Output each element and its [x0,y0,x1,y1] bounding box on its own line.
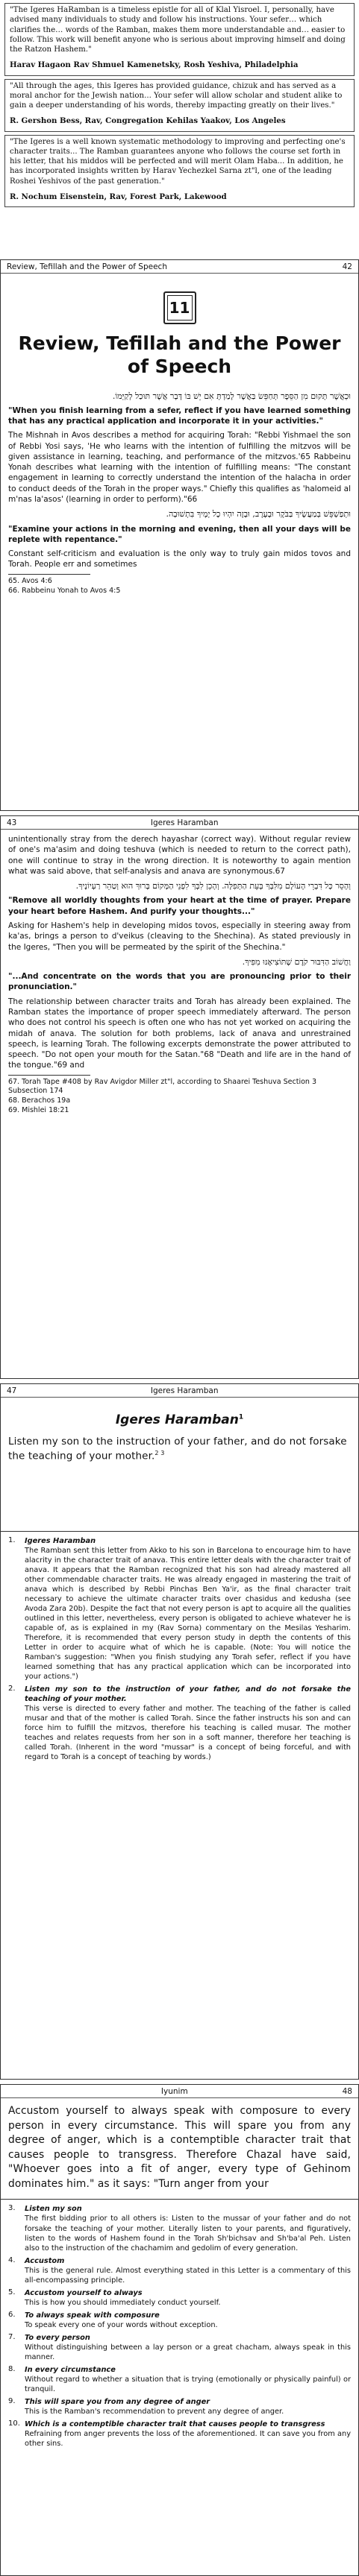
body-paragraph: Constant self-criticism and evaluation is the only way to truly gain midos tovos and Torah. People err and sometimes [8,549,351,569]
page-number: 43 [7,818,17,827]
commentary-text: This is the Ramban's recommendation to prevent any degree of anger. [25,2407,284,2416]
running-head-title: Review, Tefillah and the Power of Speech [7,262,167,271]
commentary-heading: Igeres Haramban [25,1536,96,1545]
commentary-heading: In every circumstance [25,2365,116,2374]
endorsement-attribution: Harav Hagaon Rav Shmuel Kamenetsky, Rosh Yeshiva, Philadelphia [10,60,299,70]
body-paragraph: Asking for Hashem's help in developing midos tovos, especially in steering away from ka'as, brings a person to d'veikus (cleaving to the Shechina). As stated previously in the Igeres, "Then you will be permeated by the spirit of the Shechina." [8,921,351,952]
commentary-item [8,2288,351,2308]
endorsement-text: "The Igeres is a well known systematic methodology to improving and perfecting one's character traits... The Ramban guarantees anyone who follows the course set forth in his letter, that his middos will be perfected and will merit Olam Haba... In addition, he has incorporated insights written by Harav Yechezkel Sarna zt"l, one of the leading Roshei Yeshivos of the past generation." [10,137,346,186]
translation-quote: "Remove all worldly thoughts from your heart at the time of prayer. Prepare your heart before Hashem. And purify your thoughts..." [8,896,351,916]
endorsement-1 [4,3,355,76]
page-title [1,1412,358,1427]
commentary-text: Without regard to whether a situation that is trying (emotionally or physically painful) or tranquil. [25,2375,351,2393]
footnote-divider [8,574,90,575]
commentary-item [8,2256,351,2285]
footnote: 69. Mishlei 18:21 [8,1106,69,1114]
endorsement-attribution: R. Nochum Eisenstein, Rav, Forest Park, Lakewood [10,192,227,201]
commentary-text: This verse is directed to every father and mother. The teaching of the father is called musar and that of the mother is called Torah. Since the father instructs his son and can force him to fulfill the mitzvos, therefore his teaching is called musar. The mother teaches and relates requests from her son in a soft manner, therefore her teaching is called Torah. (Inherent in the word "mussar" is a concept of being forceful, and with regard to Torah is a concept of teaching by words.) [25,1705,351,1762]
commentary-item [8,1536,351,1682]
running-head-title: Igeres Haramban [150,818,219,827]
commentary-item [8,2419,351,2449]
commentary-text: Refraining from anger prevents the loss of the aforementioned. It can save you from any other sins. [25,2429,351,2448]
page-42 [0,259,359,811]
translation-quote: "When you finish learning from a sefer, reflect if you have learned something that has any practical application and incorporate it in your activities." [8,405,351,426]
commentary-text: To speak every one of your words without exception. [25,2320,218,2329]
commentary-heading: Listen my son to the instruction of your father, and do not forsake the teaching of your mother. [25,1685,351,1704]
footnote-marker: 2 3 [154,1450,165,1457]
commentary-number: 4. [8,2255,16,2264]
translation-quote: "Examine your actions in the morning and evening, then all your days will be replete with repentance." [8,524,351,544]
commentary-number: 7. [8,2332,16,2341]
page-48 [0,2084,359,2576]
footnote: 68. Berachos 19a [8,1096,71,1105]
translation-quote: "...And concentrate on the words that you are pronouncing prior to their pronunciation." [8,972,351,992]
commentary-heading: Accustom [25,2256,65,2265]
body-paragraph: The relationship between character traits and Torah has already been explained. The Ramban states the importance of proper speech immediately afterward. The person who does not control his speech is often one who has not yet worked on acquiring the midah of anava. The solution for both problems, lack of anava and unrestrained speech, is learning Torah. The following excerpts demonstrate the power attributed to speech. "Do not open your mouth for the Satan."68 "Death and life are in the hand of the tongue."69 and [8,997,351,1070]
running-head-title: Igeres Haramban [150,1386,219,1395]
commentary-heading: Listen my son [25,2205,82,2214]
commentary-text: The first bidding prior to all others is: Listen to the mussar of your father and do not forsake the teaching of your mother. Literally listen to your parents, and figuratively, listen to the words of Hashem found in the Torah Sh'bichsav and Sh'ba'al Peh. Listen also to the instruction of the chachamim and gedolim of every generation. [25,2214,351,2253]
commentary-number: 3. [8,2204,16,2213]
footnote: 65. Avos 4:6 [8,576,52,585]
commentary-number: 9. [8,2396,16,2405]
commentary-number: 6. [8,2310,16,2319]
running-head [1,1384,358,1398]
commentary-text: Without distinguishing between a lay person or a great chacham, always speak in this manner. [25,2343,351,2361]
body-paragraph: The Mishnah in Avos describes a method for acquiring Torah: "Rebbi Yishmael the son of Rebbi Yosi says, 'He who learns with the intention of fulfilling the mitzvos will be given assistance in learning, teaching, and performance of the mitzvos.'65 Rabbeinu Yonah describes what learning with the intention of fulfilling means: "The constant engagement in learning to correctly understand the intention of the halacha in order to conduct deeds of the Torah in the proper ways." Chiefly this qualifies as 'halomeid al m'nas la'asos' (learning in order to perform)."66 [8,431,351,505]
running-head [1,260,358,274]
commentary-item [8,2397,351,2416]
hebrew-passage: וּכְאֲשֶׁר תָּקוּם מִן הַסֵּפֶר תְּחַפֵּשׂ בַּאֲשֶׁר לָמַדְתָּ אִם יֵשׁ בּוֹ דָּבָר אֲשֶׁר תּוּכַל לְקַיְּמוֹ. [112,391,351,401]
hebrew-passage: וַחֲשׁוֹב הַדִּבּוּר קֹדֶם שֶׁתּוֹצִיאֶנּוּ מִפִּיךָ. [242,956,351,967]
commentary-number: 1. [8,1535,16,1544]
page-number: 48 [342,2086,352,2096]
commentary-number: 8. [8,2364,16,2373]
page-number: 47 [7,1386,17,1395]
running-head [1,816,358,830]
verse-text [8,1435,351,1464]
hebrew-passage: וְהָסֵר כָּל דִּבְרֵי הָעוֹלָם מִלִּבְּךָ בְּעֵת הַתְּפִלָּה. וְהָכֵן לִבְּךָ לִפְנֵי הַמָּקוֹם בָּרוּךְ הוּא וְטַהֵר רַעְיוֹנֶיךָ. [75,881,351,891]
commentary-item [8,2365,351,2394]
running-head [1,2085,358,2098]
commentary-text: This is how you should immediately conduct yourself. [25,2298,221,2307]
commentary-heading: Which is a contemptible character trait that causes people to transgress [25,2419,325,2428]
chapter-title: Review, Tefillah and the Power of Speech [18,332,341,378]
commentary-heading: To always speak with composure [25,2311,160,2320]
chapter-number-badge: 11 [163,291,196,324]
commentary-number: 10. [8,2419,20,2428]
footnote: 67. Torah Tape #408 by Rav Avigdor Miller zt"l, according to Shaarei Teshuva Section 3 Subsection 174 [8,1077,316,1096]
commentary-item [8,1685,351,1762]
commentary-item [8,2333,351,2362]
endorsement-text: "All through the ages, this Igeres has provided guidance, chizuk and has served as a moral anchor for the Jewish nation... Your sefer will allow scholar and student alike to gain a deeper understanding of his words, thereby impacting greatly on their lives." [10,81,343,110]
commentary-heading: Accustom yourself to always [25,2288,143,2297]
footnote-marker: 1 [238,1413,244,1421]
endorsement-2 [4,79,355,132]
commentary-heading: To every person [25,2333,90,2342]
hebrew-passage: וּתְפַשְׁפֵּשׁ בְּמַעֲשֶׂיךָ בַּבֹּקֶר וּבָעֶרֶב, וּבָזֶה יִהְיוּ כָל יָמֶיךָ בִּתְשׁוּבָה. [166,509,351,520]
endorsement-3 [4,135,355,208]
commentary-item [8,2311,351,2330]
commentary-text: This is the general rule. Almost everything stated in this Letter is a commentary of this all-encompassing principle. [25,2266,351,2285]
commentary-section [1,1531,358,1770]
commentary-section [1,2199,358,2455]
page-title-text: Igeres Haramban [115,1412,239,1427]
main-text: Accustom yourself to always speak with composure to every person in every circumstance. This will spare you from any degree of anger, which is a contemptible character trait that causes people to transgress. Therefore Chazal have said, "Whoever goes into a fit of anger, every type of Gehinom dominates him." as it says: "Turn anger from your [8,2105,351,2190]
footnote: 66. Rabbeinu Yonah to Avos 4:5 [8,586,121,595]
footnote-divider [8,1075,90,1076]
endorsements-page [0,0,359,255]
commentary-number: 5. [8,2288,16,2296]
page-47 [0,1383,359,2080]
page-number: 42 [342,262,352,271]
endorsement-attribution: R. Gershon Bess, Rav, Congregation Kehilas Yaakov, Los Angeles [10,116,286,126]
page-43 [0,815,359,1379]
body-paragraph: unintentionally stray from the derech hayashar (correct way). Without regular review of one's ma'asim and doing teshuva (which is needed to return to the correct path), one will continue to stray in the wrong direction. It is noteworthy to again mention what was said above, that self-analysis and anava are synonymous.67 [8,835,351,876]
commentary-text: The Ramban sent this letter from Akko to his son in Barcelona to encourage him to have alacrity in the character trait of anava. This entire letter deals with the character trait of anava. It appears that the Ramban recognized that his son had already mastered all other commendable character traits. He was already engaged in mastering the trait of anava which is described by Rebbi Pinchas Ben Ya'ir, as the final character trait necessary to achieve the ultimate character traits over chasidus and kedusha (see Avoda Zara 20b). Despite the fact that not every person is apt to acquire all the qualities outlined in this letter, nevertheless, every person is obligated to achieve whatever he is capable of, as is explained in my (Rav Sorna) commentary on the Mesilas Yesharim. Therefore, it is recommended that every person study in depth the contents of this Letter in order to acquire what of which he is capable. (Note: You will notice the Ramban's suggestion: "When you finish studying any Torah sefer, reflect if you have learned something that has any practical application which can be incorporated into your actions.") [25,1546,351,1682]
endorsement-text: "The Igeres HaRamban is a timeless epistle for all of Klal Yisroel. I, personally, have advised many individuals to study and follow his instructions. Your sefer… which clarifies the… words of the Ramban, makes them more understandable and… easier to follow. This work will benefit anyone who is serious about improving himself and doing the Ratzon Hashem." [10,6,346,54]
verse-text-content: Listen my son to the instruction of your father, and do not forsake the teaching of your mother. [8,1436,347,1462]
commentary-heading: This will spare you from any degree of anger [25,2397,210,2406]
commentary-item [8,2204,351,2253]
running-head-title: Iyunim [160,2086,188,2096]
commentary-number: 2. [8,1685,16,1693]
